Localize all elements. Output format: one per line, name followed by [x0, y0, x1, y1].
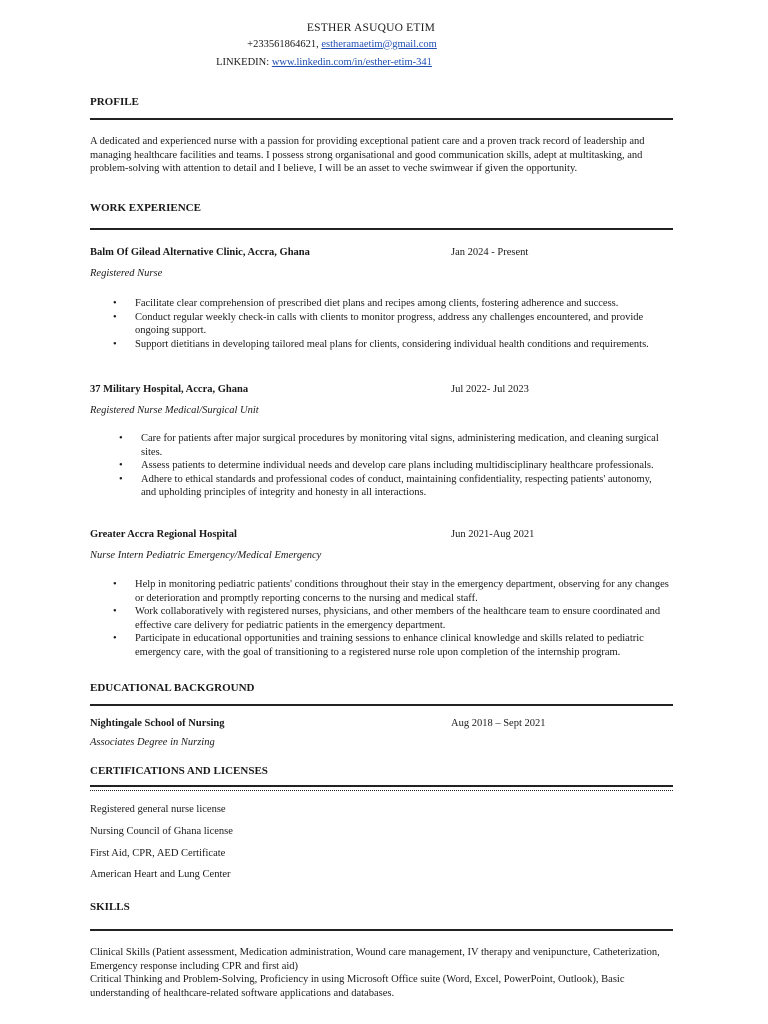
job-bullets — [119, 432, 661, 500]
education-header — [90, 717, 675, 731]
linkedin-link[interactable]: www.linkedin.com/in/esther-etim-341 — [271, 57, 432, 68]
school-name: Nightingale School of Nursing — [90, 718, 225, 729]
certification-item: Registered general nurse license — [90, 804, 226, 815]
resume-header — [0, 22, 768, 70]
degree-name: Associates Degree in Nurzing — [90, 737, 215, 748]
job-date: Jun 2021-Aug 2021 — [451, 529, 535, 540]
certification-item: American Heart and Lung Center — [90, 869, 231, 880]
list-item: • Conduct regular weekly check-in calls with clients to monitor progress, address any challenges encountered, and provide ongoing support. — [113, 311, 644, 336]
section-divider — [90, 785, 673, 791]
contact-line — [0, 38, 768, 52]
job-bullets — [113, 578, 675, 659]
skills-title: SKILLS — [90, 901, 130, 913]
job-date: Jan 2024 - Present — [451, 247, 529, 258]
job-date: Jul 2022- Jul 2023 — [451, 384, 529, 395]
job-organization: Balm Of Gilead Alternative Clinic, Accra, Ghana — [90, 247, 310, 258]
email-link[interactable]: estheramaetim@gmail.com — [321, 38, 437, 50]
linkedin-label: LINKEDIN: — [216, 57, 270, 68]
bullet-icon: • — [113, 606, 117, 617]
job-header — [90, 383, 675, 397]
list-item: • Assess patients to determine individual needs and develop care plans including multidisciplinary healthcare professionals. — [119, 460, 654, 471]
profile-text: A dedicated and experienced nurse with a passion for providing exceptional patient care and a proven track record of leadership and managing healthcare facilities and teams. I possess strong organisational and good communication skills, adept at multitasking, and problem-solving with attention to detail and I believe, I will be an asset to veche swimwear if given the opportunity. — [90, 136, 645, 174]
certification-item: Nursing Council of Ghana license — [90, 826, 233, 837]
job-bullets — [113, 297, 680, 351]
job-role: Registered Nurse — [90, 268, 163, 279]
certification-item: First Aid, CPR, AED Certificate — [90, 848, 226, 859]
job-header — [90, 528, 675, 542]
bullet-icon: • — [113, 298, 117, 309]
list-item: • Help in monitoring pediatric patients' conditions throughout their stay in the emergency department, observing for any changes or deterioration and promptly reporting concerns to the nursing and medical staff. — [113, 579, 669, 604]
work-experience-title: WORK EXPERIENCE — [90, 202, 201, 214]
phone-number: +233561864621, — [247, 38, 319, 50]
list-item: • Support dietitians in developing tailored meal plans for clients, considering individual health conditions and requirements. — [113, 338, 649, 350]
section-divider — [90, 228, 673, 230]
job-header — [90, 246, 675, 260]
education-title: EDUCATIONAL BACKGROUND — [90, 682, 255, 694]
candidate-name: ESTHER ASUQUO ETIM — [306, 22, 436, 34]
bullet-icon: • — [119, 433, 123, 444]
list-item: • Adhere to ethical standards and professional codes of conduct, maintaining confidentiality, respecting patients' autonomy, and upholding principles of integrity and honesty in all interactions. — [119, 473, 652, 498]
skills-text — [90, 946, 672, 1000]
job-organization: 37 Military Hospital, Accra, Ghana — [90, 384, 249, 395]
section-divider — [90, 704, 673, 706]
bullet-icon: • — [113, 579, 117, 590]
education-date: Aug 2018 – Sept 2021 — [451, 718, 546, 729]
list-item: • Care for patients after major surgical procedures by monitoring vital signs, administering medication, and cleaning surgical sites. — [119, 433, 659, 458]
list-item: • Facilitate clear comprehension of prescribed diet plans and recipes among clients, fostering adherence and success. — [113, 298, 619, 309]
certifications-title: CERTIFICATIONS AND LICENSES — [90, 765, 268, 777]
skills-general: Critical Thinking and Problem-Solving, Proficiency in using Microsoft Office suite (Word, Excel, PowerPoint, Outlook), Basic understanding of healthcare-related software applications and databases. — [90, 974, 625, 999]
section-divider — [90, 929, 673, 931]
profile-title: PROFILE — [90, 96, 139, 108]
job-role: Registered Nurse Medical/Surgical Unit — [90, 405, 259, 416]
bullet-icon: • — [119, 460, 123, 471]
bullet-icon: • — [113, 311, 117, 323]
bullet-icon: • — [113, 338, 117, 350]
skills-clinical: Clinical Skills (Patient assessment, Medication administration, Wound care management, IV therapy and venipuncture, Catheterization, Emergency response including CPR and first aid) — [90, 947, 660, 972]
bullet-icon: • — [113, 633, 117, 644]
list-item: • Work collaboratively with registered nurses, physicians, and other members of the healthcare team to ensure coordinated and effective care delivery for pediatric patients in the emergency department. — [113, 606, 661, 631]
bullet-icon: • — [119, 473, 123, 485]
section-divider — [90, 118, 673, 120]
job-role: Nurse Intern Pediatric Emergency/Medical Emergency — [90, 550, 322, 561]
linkedin-line — [0, 56, 768, 70]
list-item: • Participate in educational opportunities and training sessions to enhance clinical knowledge and skills related to pediatric emergency care, with the goal of transitioning to a registered nurse role upon completion of the internship program. — [113, 633, 644, 658]
job-organization: Greater Accra Regional Hospital — [90, 529, 237, 540]
